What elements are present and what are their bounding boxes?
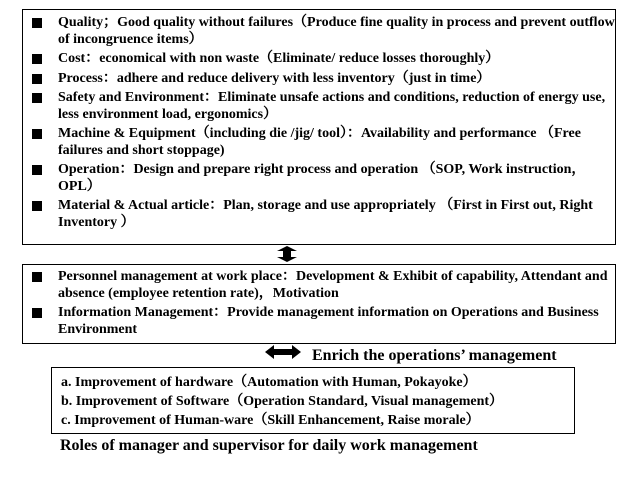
list-item: a. Improvement of hardware（Automation with Human, Pokayoke） [61,375,477,390]
bullet-list-qcd [23,10,615,231]
improvement-list [52,368,574,430]
list-item: Safety and Environment：Eliminate unsafe actions and conditions, reduction of energy use, less environment load, ergonomics） [23,90,615,123]
personnel-information-box [22,264,616,344]
list-item: Machine & Equipment（including die /jig/ tool）：Availability and performance （Free failures and short stoppage) [23,126,615,159]
list-item: Personnel management at work place：Development & Exhibit of capability, Attendant and absence (employee retention rate)，Motivation [23,269,615,302]
square-bullet-icon [32,308,42,318]
square-bullet-icon [32,54,42,64]
list-item: Cost：economical with non waste（Eliminate/ reduce losses thoroughly） [23,51,615,68]
square-bullet-icon [32,201,42,211]
double-arrow-icon [265,345,301,359]
list-item: Information Management：Provide management information on Operations and Business Environment [23,305,615,338]
double-arrow-icon [276,246,298,262]
bullet-list-management [23,265,615,338]
enrich-operations-label: Enrich the operations’ management [312,347,557,364]
list-item: c. Improvement of Human-ware（Skill Enhancement, Raise morale） [61,413,480,428]
page-title: Roles of manager and supervisor for daily work management [60,437,478,454]
square-bullet-icon [32,272,42,282]
quality-cost-delivery-box [22,9,616,245]
square-bullet-icon [32,74,42,84]
square-bullet-icon [32,18,42,28]
list-item: Process：adhere and reduce delivery with less inventory（just in time） [23,71,615,88]
improvement-box [51,367,575,434]
square-bullet-icon [32,129,42,139]
list-item: Material & Actual article：Plan, storage and use appropriately （First in First out, Right Inventory ） [23,198,615,231]
square-bullet-icon [32,93,42,103]
square-bullet-icon [32,165,42,175]
list-item: b. Improvement of Software（Operation Standard, Visual management） [61,394,504,409]
list-item: Operation：Design and prepare right process and operation （SOP, Work instruction，OPL） [23,162,615,195]
list-item: Quality；Good quality without failures（Produce fine quality in process and prevent outflow of incongruence items） [23,15,615,48]
